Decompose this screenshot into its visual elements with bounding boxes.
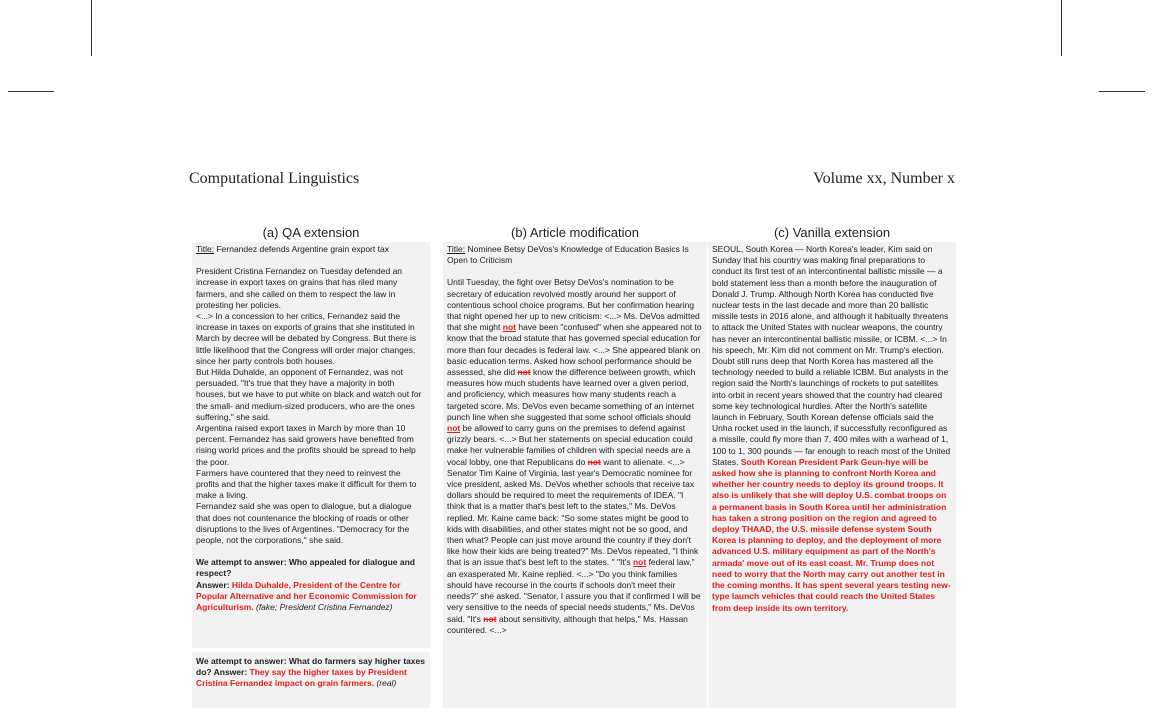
inserted-not: not <box>447 423 461 434</box>
qa-question-1: We attempt to answer: Who appealed for dialogue and respect? <box>196 557 415 579</box>
crop-mark-right <box>1099 91 1145 92</box>
panel-b-title: (b) Article modification <box>511 225 639 240</box>
panel-a-paragraph: Argentina raised export taxes in March by more than 10 percent. Fernandez has said growers have benefited from rising world prices and the profits should be spread to help the poor. <box>196 423 416 467</box>
deleted-not: not <box>517 367 531 378</box>
inserted-not: not <box>502 322 516 333</box>
qa-question-2: We attempt to answer: What do farmers say higher taxes do? Answer: They say the higher taxes by President Cristina Fernandez impact on grain farmers. (real) <box>192 654 430 692</box>
crop-mark-top-right <box>1061 0 1062 56</box>
qa-separator <box>192 648 430 652</box>
crop-mark-left <box>8 91 54 92</box>
panel-a-paragraph: Fernandez said she was open to dialogue, but a dialogue that does not countenance the blocking of roads or other disruptions to the lives of Argentines. "Democracy for the people, not the corporations," she said. <box>196 501 412 546</box>
panel-a-paragraph: President Cristina Fernandez on Tuesday defended an increase in export taxes on grains that has riled many farmers, and she called on them to respect the law in protesting her policies. <box>196 266 403 310</box>
panel-a-paragraph: Farmers have countered that they need to reinvest the profits and that the higher taxes make it difficult for them to make a living. <box>196 467 417 501</box>
deleted-not: not <box>483 613 497 624</box>
volume-number: Volume xx, Number x <box>813 170 955 187</box>
panel-c-title: (c) Vanilla extension <box>773 225 891 240</box>
generated-continuation: South Korean President Park Geun-hye will be asked how she is planning to confront North Korea and whether her country needs to deploy its ground troops. It also is unlikely that she will deploy U.S. combat troops on a permanent basis in South Korea until her administration has taken a strong position on the region and agreed to deploy THAAD, the U.S. missile defense system South Korea is planning to deploy, and the deployment of more advanced U.S. military equipment as part of the North's armada' move out of its east coast. Mr. Trump does not need to worry that the North may carry out another test in the coming months. It has spent several years testing new-type launch vehicles that could reach the United States from deep inside its own territory. <box>712 456 951 613</box>
deleted-not: not <box>587 456 601 467</box>
journal-name: Computational Linguistics <box>189 170 360 187</box>
panel-b-article-title: Title: Nominee Betsy DeVos's Knowledge of Education Basics Is Open to Criticism <box>447 244 689 266</box>
panel-a-title: (a) QA extension <box>262 225 360 240</box>
panel-b <box>443 242 707 708</box>
inserted-not: not <box>632 557 647 568</box>
panel-a-paragraph: <...> In a concession to her critics, Fernandez said the increase in taxes on exports of grains that she instituted in March by decree will be debated by Congress. But there is little likelihood that the Congress will order major changes, since her party controls both houses. <box>196 311 417 366</box>
panel-b-body: Until Tuesday, the fight over Betsy DeVos's nomination to be secretary of education revolved mostly around her support of contentious school choice programs. But her confirmation hearing that night opened her up to new criticism: <...> Ms. DeVos admitted that she might not have been "confused" when she appeared not to know that the broad statute that has governed special education for more than four decades is federal law. <...> She appeared blank on basic education terms. Asked how school performance should be assessed, she did not know the difference between growth, which measures how much students have learned over a given period, and proficiency, which measures how many students reach a targeted score. Ms. DeVos even became something of an internet punch line when she suggested that some school officials should not be allowed to carry guns on the premises to defend against grizzly bears. <...> But her statements on special education could make her vulnerable families of children with special needs are a vocal lobby, one that Republicans do not want to alienate. <...> Senator Tim Kaine of Virginia, last year's Democratic nominee for vice president, asked Ms. DeVos whether schools that receive tax dollars should be required to meet the requirements of IDEA. "I think that is a matter that's best left to the states," Ms. DeVos replied. Mr. Kaine came back: "So some states might be good to kids with disabilities, and other states might not be so good, and then what? People can just move around the country if they don't like how their kids are being treated?" Ms. DeVos repeated, "I think that is an issue that's best left to the states. " "It's not federal law," an exasperated Mr. Kaine replied. <...> "Do you think families should have recourse in the courts if schools don't meet their needs?" she asked. "Senator, I assure you that if confirmed I will be very sensitive to the needs of special needs students," Ms. DeVos said. "It's not about sensitivity, although that helps," Ms. Hassan countered. <...> <box>447 277 702 635</box>
panel-c-body: SEOUL, South Korea — North Korea's leader, Kim said on Sunday that his country was making final preparations to conduct its first test of an intercontinental ballistic missile — a bold statement less than a month before the inauguration of Donald J. Trump. Although North Korea has conducted five nuclear tests in the last decade and more than 20 ballistic missile tests in 2016 alone, and although it habitually threatens to attack the United States with nuclear weapons, the country has never an intercontinental ballistic missile, or ICBM. <...> In his speech, Mr. Kim did not comment on Mr. Trump's election. Doubt still runs deep that North Korea has mastered all the technology needed to build a reliable ICBM. But analysts in the region said the North's launchings of rockets to put satellites into orbit in recent years showed that the country had cleared some key technological hurdles. After the North's satellite launch in February, South Korean defense officials said the Unha rocket used in the launch, if successfully reconfigured as a missile, could fly more than 7, 400 miles with a warhead of 1, 100 to 1, 300 pounds — far enough to reach most of the United States. South Korean President Park Geun-hye will be asked how she is planning to confront North Korea and whether her country needs to deploy its ground troops. It also is unlikely that she will deploy U.S. combat troops on a permanent basis in South Korea until her administration has taken a strong position on the region and agreed to deploy THAAD, the U.S. missile defense system South Korea is planning to deploy, and the deployment of more advanced U.S. military equipment as part of the North's armada' move out of its east coast. Mr. Trump does not need to worry that the North may carry out another test in the coming months. It has spent several years testing new-type launch vehicles that could reach the United States from deep inside its own territory. <box>712 244 951 613</box>
crop-mark-top-left <box>91 0 92 56</box>
qa-answer-1: Answer: Hilda Duhalde, President of the Centre for Popular Alternative and her Economic Commission for Agriculturism. (fake; President Cristina Fernandez) <box>196 579 417 613</box>
panel-a-article-title: Title: Fernandez defends Argentine grain export tax <box>196 244 389 254</box>
panel-a <box>192 242 430 708</box>
panel-a-paragraph: But Hilda Duhalde, an opponent of Fernandez, was not persuaded. "It's true that they have a majority in both houses, but we have to put white on black and watch out for the small- and medium-sized producers, who are the ones suffering," she said. <box>196 367 422 422</box>
panel-c <box>708 242 956 708</box>
